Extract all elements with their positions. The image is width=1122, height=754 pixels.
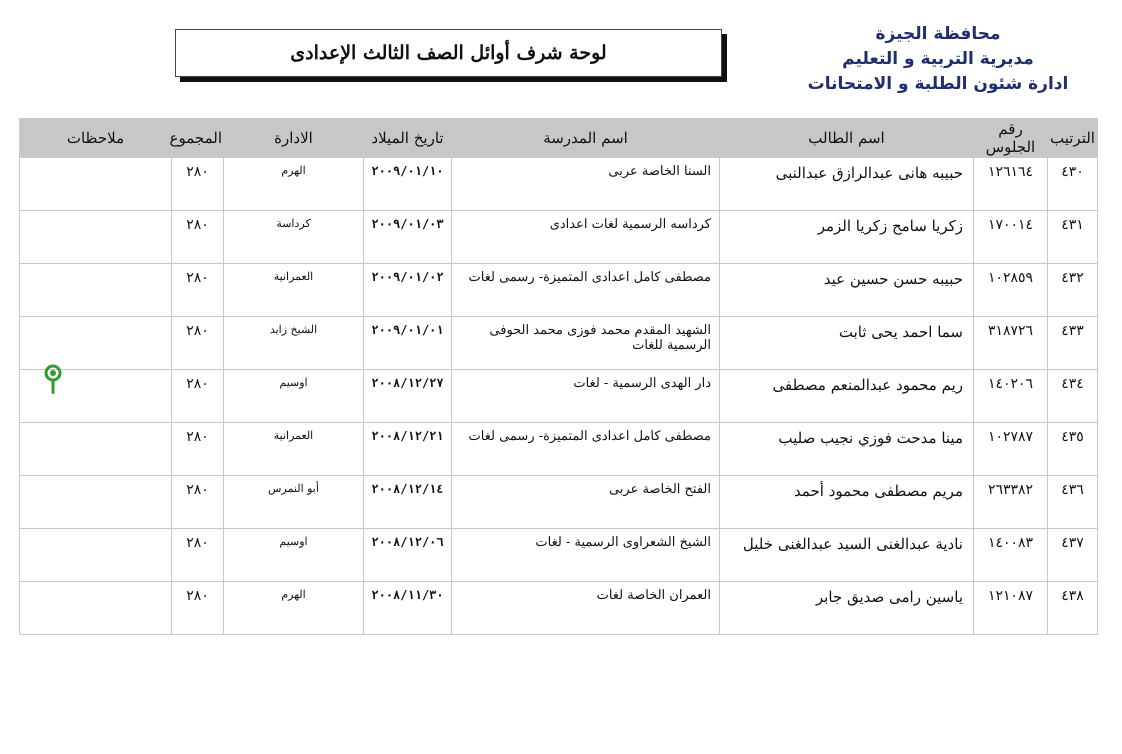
honor-roll-table: [19, 118, 1098, 635]
cell-notes: [20, 158, 172, 211]
cell-administration: اوسيم: [224, 370, 364, 423]
table-row: [20, 423, 1098, 476]
cell-rank: ٤٣٢: [1048, 264, 1098, 317]
cell-administration: أبو النمرس: [224, 476, 364, 529]
cell-notes: [20, 476, 172, 529]
cell-seat-number: ١٢١٠٨٧: [974, 582, 1048, 635]
org-line-directorate: مديرية التربية و التعليم: [842, 49, 1034, 69]
table-row: [20, 264, 1098, 317]
cell-notes: [20, 211, 172, 264]
cell-total: ٢٨٠: [172, 264, 224, 317]
cell-student-name: سما احمد يحى ثابت: [720, 317, 974, 370]
cell-seat-number: ١٠٢٧٨٧: [974, 423, 1048, 476]
org-line-governorate: محافظة الجيزة: [875, 24, 1001, 44]
table-row: [20, 582, 1098, 635]
table-row: [20, 476, 1098, 529]
cell-student-name: حبيبه حسن حسين عيد: [720, 264, 974, 317]
cell-seat-number: ١٧٠٠١٤: [974, 211, 1048, 264]
cell-notes: [20, 264, 172, 317]
table-row: [20, 158, 1098, 211]
cell-student-name: مريم مصطفى محمود أحمد: [720, 476, 974, 529]
cell-student-name: زكريا سامح زكريا الزمر: [720, 211, 974, 264]
cell-school-name: الشهيد المقدم محمد فوزى محمد الحوفى الرسمية للغات: [452, 317, 720, 370]
cell-student-name: ياسين رامى صديق جابر: [720, 582, 974, 635]
cell-birth-date: ٢٠٠٩/٠١/٠٢: [364, 264, 452, 317]
header-total: المجموع: [172, 119, 224, 158]
cell-total: ٢٨٠: [172, 423, 224, 476]
table-header-row: [20, 119, 1098, 158]
cell-school-name: مصطفى كامل اعدادى المتميزة- رسمى لغات: [452, 423, 720, 476]
cell-rank: ٤٣٠: [1048, 158, 1098, 211]
cell-birth-date: ٢٠٠٩/٠١/١٠: [364, 158, 452, 211]
cell-seat-number: ٢٦٣٣٨٢: [974, 476, 1048, 529]
cell-student-name: ريم محمود عبدالمنعم مصطفى: [720, 370, 974, 423]
cell-rank: ٤٣١: [1048, 211, 1098, 264]
table-row: [20, 211, 1098, 264]
cell-rank: ٤٣٣: [1048, 317, 1098, 370]
cell-school-name: العمران الخاصة لغات: [452, 582, 720, 635]
header-notes: ملاحظات: [20, 119, 172, 158]
cell-rank: ٤٣٨: [1048, 582, 1098, 635]
cell-school-name: الشيخ الشعراوى الرسمية - لغات: [452, 529, 720, 582]
cell-rank: ٤٣٧: [1048, 529, 1098, 582]
cell-total: ٢٨٠: [172, 158, 224, 211]
cell-birth-date: ٢٠٠٨/١٢/٠٦: [364, 529, 452, 582]
cell-notes: [20, 529, 172, 582]
cell-birth-date: ٢٠٠٩/٠١/٠١: [364, 317, 452, 370]
cell-total: ٢٨٠: [172, 476, 224, 529]
cell-notes: [20, 317, 172, 370]
cell-school-name: السنا الخاصة عربى: [452, 158, 720, 211]
cell-administration: العمرانية: [224, 423, 364, 476]
cell-birth-date: ٢٠٠٨/١٢/١٤: [364, 476, 452, 529]
cell-seat-number: ١٤٠٠٨٣: [974, 529, 1048, 582]
header-school-name: اسم المدرسة: [452, 119, 720, 158]
cell-rank: ٤٣٥: [1048, 423, 1098, 476]
cell-school-name: الفتح الخاصة عربى: [452, 476, 720, 529]
cell-school-name: كرداسه الرسمية لغات اعدادى: [452, 211, 720, 264]
header-seat-number: رقم الجلوس: [974, 119, 1048, 158]
cell-seat-number: ١٤٠٢٠٦: [974, 370, 1048, 423]
cell-administration: الهرم: [224, 158, 364, 211]
cell-birth-date: ٢٠٠٨/١٢/٢٧: [364, 370, 452, 423]
cell-total: ٢٨٠: [172, 370, 224, 423]
cell-administration: العمرانية: [224, 264, 364, 317]
cell-seat-number: ١٢٦١٦٤: [974, 158, 1048, 211]
cell-student-name: نادية عبدالغنى السيد عبدالغنى خليل: [720, 529, 974, 582]
table-body: [20, 158, 1098, 635]
cell-notes: [20, 582, 172, 635]
cell-birth-date: ٢٠٠٩/٠١/٠٣: [364, 211, 452, 264]
cell-rank: ٤٣٦: [1048, 476, 1098, 529]
cell-administration: اوسيم: [224, 529, 364, 582]
cell-total: ٢٨٠: [172, 211, 224, 264]
page-title: لوحة شرف أوائل الصف الثالث الإعدادى: [290, 42, 607, 64]
cell-seat-number: ٣١٨٧٢٦: [974, 317, 1048, 370]
header-administration: الادارة: [224, 119, 364, 158]
cell-administration: الهرم: [224, 582, 364, 635]
cell-school-name: دار الهدى الرسمية - لغات: [452, 370, 720, 423]
cell-notes: [20, 423, 172, 476]
cell-administration: الشيخ زايد: [224, 317, 364, 370]
cell-total: ٢٨٠: [172, 582, 224, 635]
map-pin-icon[interactable]: [43, 364, 63, 396]
header-rank: الترتيب: [1048, 119, 1098, 158]
cell-seat-number: ١٠٢٨٥٩: [974, 264, 1048, 317]
organization-header: [788, 22, 1088, 97]
cell-birth-date: ٢٠٠٨/١١/٣٠: [364, 582, 452, 635]
table-row: [20, 317, 1098, 370]
cell-rank: ٤٣٤: [1048, 370, 1098, 423]
table-row: [20, 529, 1098, 582]
cell-birth-date: ٢٠٠٨/١٢/٢١: [364, 423, 452, 476]
page-title-box: [175, 29, 722, 77]
cell-student-name: حبيبه هانى عبدالرازق عبدالنبى: [720, 158, 974, 211]
table-row: [20, 370, 1098, 423]
cell-total: ٢٨٠: [172, 317, 224, 370]
cell-school-name: مصطفى كامل اعدادى المتميزة- رسمى لغات: [452, 264, 720, 317]
header-birth-date: تاريخ الميلاد: [364, 119, 452, 158]
cell-total: ٢٨٠: [172, 529, 224, 582]
header-student-name: اسم الطالب: [720, 119, 974, 158]
org-line-administration: ادارة شئون الطلبة و الامتحانات: [807, 74, 1069, 94]
cell-student-name: مينا مدحت فوزي نجيب صليب: [720, 423, 974, 476]
cell-administration: كرداسة: [224, 211, 364, 264]
